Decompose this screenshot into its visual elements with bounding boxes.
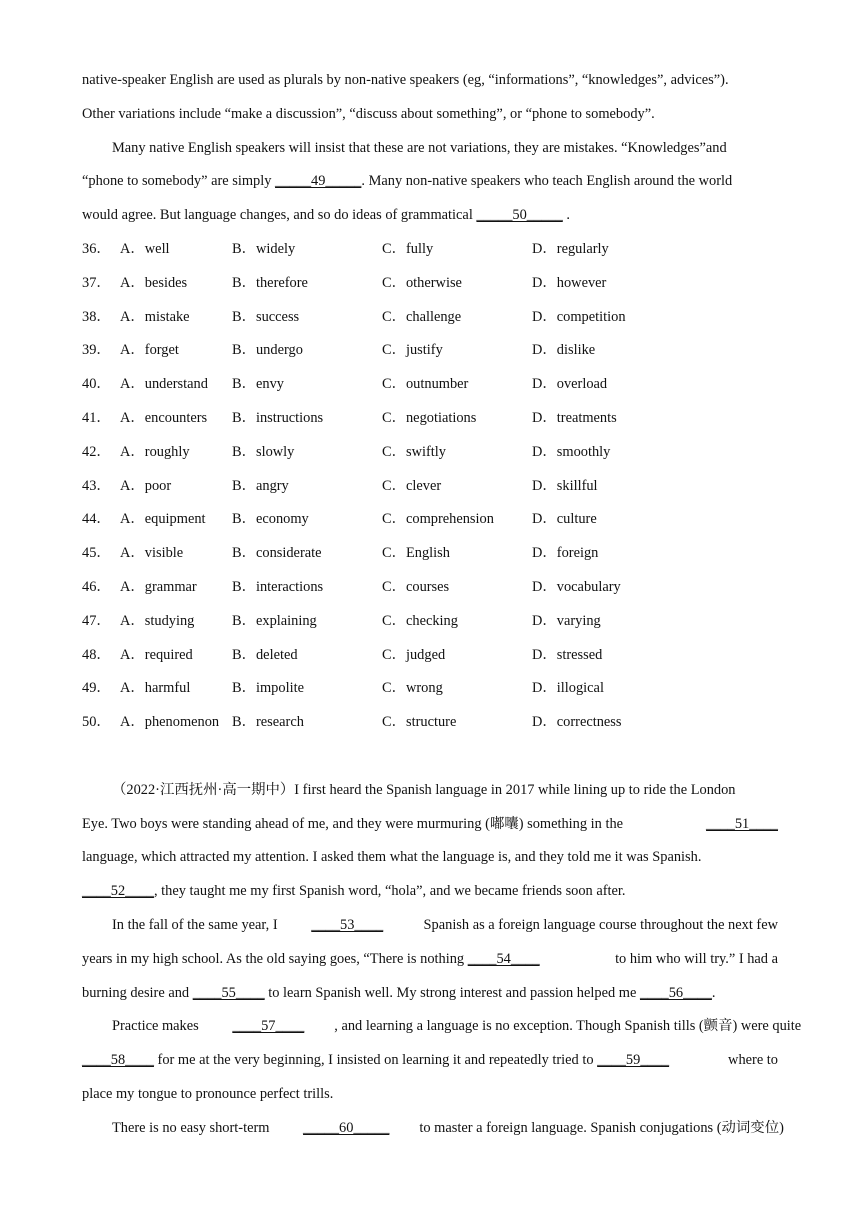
option-a: A．studying: [120, 612, 195, 629]
question-number: 44．: [82, 511, 111, 528]
passage-line: [82, 1078, 778, 1112]
option-a: A．grammar: [120, 578, 197, 595]
blank-49: _____49_____: [275, 173, 362, 190]
question-44: [82, 503, 778, 537]
passage-line: [82, 64, 778, 98]
text: burning desire and: [82, 984, 193, 1001]
option-c: C．justify: [382, 342, 443, 359]
blank-51: ____51____: [706, 815, 778, 832]
question-number: 42．: [82, 443, 111, 460]
text: Practice makes: [112, 1018, 203, 1035]
passage-line: [82, 1044, 778, 1078]
question-42: [82, 436, 778, 470]
question-45: [82, 537, 778, 571]
option-b: B．impolite: [232, 680, 304, 697]
passage-line: [82, 165, 778, 199]
text: place my tongue to pronounce perfect trills.: [82, 1085, 334, 1102]
question-number: 41．: [82, 409, 111, 426]
question-41: [82, 402, 778, 436]
option-d: D．smoothly: [532, 443, 611, 460]
text: There is no easy short-term: [112, 1119, 274, 1136]
question-38: [82, 301, 778, 335]
option-a: A．poor: [120, 477, 172, 494]
option-b: B．economy: [232, 511, 309, 528]
question-39: [82, 334, 778, 368]
option-c: C．checking: [382, 612, 458, 629]
blank-53: ____53____: [311, 916, 384, 933]
option-d: D．vocabulary: [532, 578, 621, 595]
text: .: [562, 207, 570, 224]
text: In the fall of the same year, I: [112, 916, 282, 933]
option-c: C．negotiations: [382, 409, 477, 426]
question-43: [82, 470, 778, 504]
question-46: [82, 571, 778, 605]
option-d: D．competition: [532, 308, 626, 325]
text: Other variations include “make a discussion”, “discuss about something”, or “phone to somebody”.: [82, 105, 655, 122]
question-number: 48．: [82, 646, 111, 663]
option-a: A．required: [120, 646, 193, 663]
question-number: 43．: [82, 477, 111, 494]
passage-line: [82, 1112, 784, 1146]
option-b: B．undergo: [232, 342, 303, 359]
option-b: B．considerate: [232, 545, 322, 562]
blank-59: ____59____: [597, 1052, 670, 1069]
passage-line: [82, 1010, 802, 1044]
question-number: 50．: [82, 714, 111, 731]
passage-line: [82, 943, 778, 977]
option-b: B．explaining: [232, 612, 317, 629]
option-a: A．well: [120, 240, 170, 257]
option-d: D．culture: [532, 511, 597, 528]
text: language, which attracted my attention. I asked them what the language is, and they told me it was Spanish.: [82, 849, 702, 866]
option-c: C．outnumber: [382, 376, 469, 393]
option-a: A．forget: [120, 342, 179, 359]
text: , and learning a language is no exception. Though Spanish tills (颤音) were quite: [334, 1018, 802, 1035]
section-gap: [82, 740, 778, 774]
blank-50: _____50_____: [476, 207, 563, 224]
option-c: C．comprehension: [382, 511, 494, 528]
text: native-speaker English are used as plurals by non-native speakers (eg, “informations”, “knowledges”, advices”).: [82, 72, 729, 88]
passage-line: [82, 98, 778, 132]
passage-line: [82, 808, 778, 842]
option-b: B．research: [232, 714, 304, 731]
blank-52: ____52____: [82, 883, 154, 900]
question-list: [82, 233, 778, 740]
question-37: [82, 267, 778, 301]
blank-57: ____57____: [232, 1018, 305, 1035]
blank-54: ____54____: [467, 950, 540, 967]
option-a: A．understand: [120, 376, 208, 393]
text: for me at the very beginning, I insisted on learning it and repeatedly tried to: [153, 1052, 598, 1069]
question-number: 36．: [82, 240, 111, 257]
text: Spanish as a foreign language course throughout the next few: [423, 916, 778, 933]
option-b: B．angry: [232, 477, 289, 494]
passage-line: [82, 909, 778, 943]
text: to master a foreign language. Spanish conjugations (动词变位): [419, 1119, 784, 1136]
option-c: C．courses: [382, 578, 450, 595]
question-number: 47．: [82, 612, 111, 629]
option-d: D．correctness: [532, 714, 622, 731]
option-c: C．fully: [382, 240, 434, 257]
text: .: [711, 984, 716, 1001]
option-c: C．otherwise: [382, 274, 462, 291]
option-b: B．success: [232, 308, 300, 325]
blank-56: ____56____: [639, 984, 712, 1001]
option-d: D．stressed: [532, 646, 603, 663]
option-d: D．dislike: [532, 342, 596, 359]
question-47: [82, 605, 778, 639]
option-d: D．illogical: [532, 680, 604, 697]
question-number: 46．: [82, 578, 111, 595]
question-number: 39．: [82, 342, 111, 359]
option-c: C．English: [382, 545, 450, 562]
text: Many native English speakers will insist that these are not variations, they are mistakes. “Knowledges”and: [112, 139, 727, 156]
option-c: C．judged: [382, 646, 446, 663]
passage-line: [82, 199, 778, 233]
blank-58: ____58____: [82, 1052, 154, 1069]
option-d: D．however: [532, 274, 607, 291]
option-d: D．foreign: [532, 545, 599, 562]
option-a: A．besides: [120, 274, 188, 291]
text: years in my high school. As the old saying goes, “There is nothing: [82, 950, 468, 967]
option-d: D．skillful: [532, 477, 598, 494]
option-d: D．varying: [532, 612, 601, 629]
question-number: 49．: [82, 680, 111, 697]
question-number: 40．: [82, 376, 111, 393]
option-a: A．equipment: [120, 511, 206, 528]
question-36: [82, 233, 778, 267]
option-d: D．treatments: [532, 409, 617, 426]
text: , they taught me my first Spanish word, “hola”, and we became friends soon after.: [153, 883, 626, 900]
text: （2022·江西抚州·高一期中）I first heard the Spanish language in 2017 while lining up to ride the London: [112, 781, 736, 798]
text: Eye. Two boys were standing ahead of me, and they were murmuring (嘟囔) something in the: [82, 815, 624, 832]
option-b: B．deleted: [232, 646, 298, 663]
option-b: B．widely: [232, 240, 296, 257]
worksheet-page: [82, 64, 802, 1146]
option-a: A．phenomenon: [120, 714, 220, 731]
option-a: A．encounters: [120, 409, 208, 426]
text: to him who will try.” I had a: [615, 950, 778, 967]
passage-line: [82, 875, 778, 909]
passage-line: [82, 774, 778, 808]
option-d: D．regularly: [532, 240, 609, 257]
text: . Many non-native speakers who teach English around the world: [361, 173, 733, 190]
option-b: B．interactions: [232, 578, 324, 595]
option-a: A．mistake: [120, 308, 190, 325]
text: to learn Spanish well. My strong interest and passion helped me: [264, 984, 640, 1001]
passage-line: [82, 132, 778, 166]
blank-60: _____60_____: [303, 1119, 390, 1136]
text: where to: [728, 1052, 778, 1069]
option-d: D．overload: [532, 376, 608, 393]
question-number: 37．: [82, 274, 111, 291]
option-c: C．challenge: [382, 308, 462, 325]
question-49: [82, 672, 778, 706]
passage-line: [82, 841, 778, 875]
option-a: A．harmful: [120, 680, 191, 697]
option-c: C．clever: [382, 477, 442, 494]
option-b: B．instructions: [232, 409, 324, 426]
option-c: C．wrong: [382, 680, 443, 697]
option-b: B．envy: [232, 376, 284, 393]
option-c: C．swiftly: [382, 443, 446, 460]
blank-55: ____55____: [192, 984, 265, 1001]
option-b: B．therefore: [232, 274, 308, 291]
option-a: A．visible: [120, 545, 184, 562]
question-number: 38．: [82, 308, 111, 325]
passage-line: [82, 977, 778, 1011]
question-48: [82, 639, 778, 673]
option-c: C．structure: [382, 714, 457, 731]
text: “phone to somebody” are simply: [82, 173, 276, 190]
option-a: A．roughly: [120, 443, 190, 460]
question-number: 45．: [82, 545, 111, 562]
question-40: [82, 368, 778, 402]
option-b: B．slowly: [232, 443, 295, 460]
text: would agree. But language changes, and so do ideas of grammatical: [82, 207, 477, 224]
question-50: [82, 706, 778, 740]
